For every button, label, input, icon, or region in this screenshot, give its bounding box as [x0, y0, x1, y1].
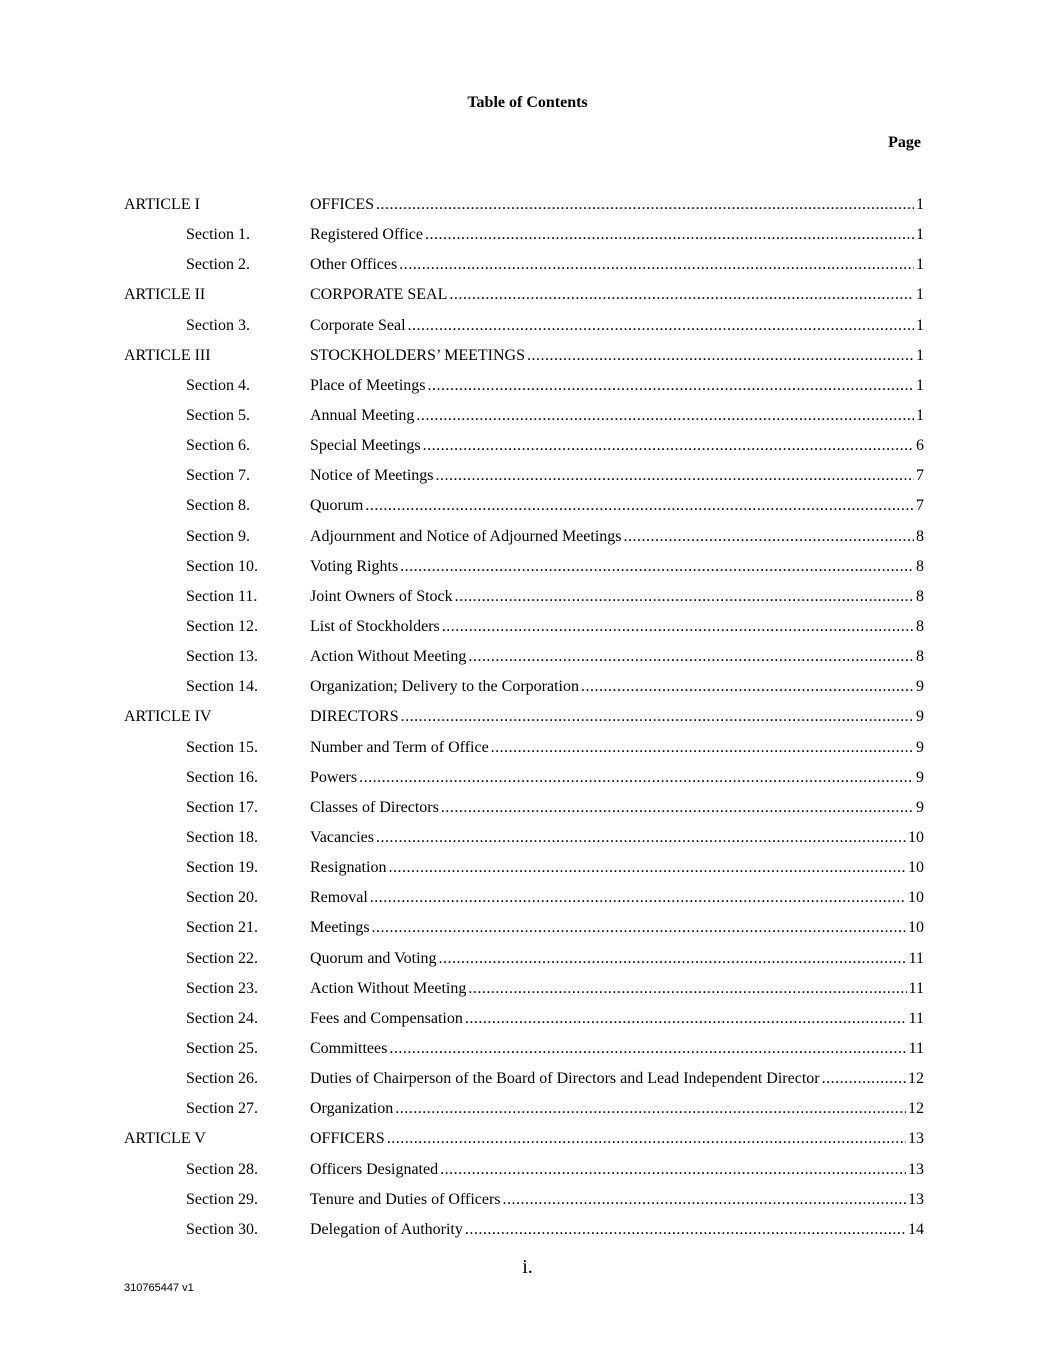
- toc-section-row: [0, 612, 1055, 642]
- toc-entry-title: Quorum: [310, 497, 364, 515]
- toc-entry: [310, 944, 924, 974]
- toc-entry-page: 8: [916, 557, 924, 575]
- toc-entry-title: Voting Rights: [310, 557, 399, 575]
- toc-entry-page: 1: [916, 286, 924, 304]
- toc-section-row: [0, 1155, 1055, 1185]
- toc-entry-label: ARTICLE II: [124, 286, 206, 304]
- toc-entry: [310, 522, 924, 552]
- toc-entry-title: DIRECTORS: [310, 708, 399, 726]
- toc-section-row: [0, 1034, 1055, 1064]
- toc-entry-page: 10: [908, 919, 924, 937]
- dot-leader: [449, 280, 914, 310]
- toc-entry-label: Section 14.: [186, 678, 258, 696]
- dot-leader: [465, 1215, 906, 1245]
- toc-entry: [310, 582, 924, 612]
- toc-entry-page: 12: [908, 1070, 924, 1088]
- toc-entry-page: 9: [916, 738, 924, 756]
- toc-entry-title: Fees and Compensation: [310, 1009, 463, 1027]
- toc-entry: [310, 793, 924, 823]
- toc-entry: [310, 1215, 924, 1245]
- toc-entry-label: Section 18.: [186, 828, 258, 846]
- toc-entry-label: Section 21.: [186, 919, 258, 937]
- dot-leader: [365, 491, 914, 521]
- toc-entry-title: Other Offices: [310, 256, 398, 274]
- toc-entry-page: 9: [916, 768, 924, 786]
- toc-section-row: [0, 823, 1055, 853]
- toc-entry-label: Section 8.: [186, 497, 250, 515]
- dot-leader: [359, 763, 914, 793]
- dot-leader: [468, 974, 906, 1004]
- toc-section-row: [0, 913, 1055, 943]
- dot-leader: [388, 853, 906, 883]
- dot-leader: [370, 883, 906, 913]
- toc-section-row: [0, 1064, 1055, 1094]
- toc-entry: [310, 1124, 924, 1154]
- toc-section-row: [0, 1185, 1055, 1215]
- dot-leader: [441, 793, 914, 823]
- toc-section-row: [0, 733, 1055, 763]
- toc-entry-label: Section 5.: [186, 406, 250, 424]
- toc-entry-title: Place of Meetings: [310, 376, 426, 394]
- toc-entry-page: 1: [916, 256, 924, 274]
- toc-entry-label: Section 30.: [186, 1220, 258, 1238]
- toc-article-row: [0, 702, 1055, 732]
- dot-leader: [400, 552, 914, 582]
- toc-entry-title: Powers: [310, 768, 358, 786]
- dot-leader: [387, 1124, 906, 1154]
- toc-entry-title: Resignation: [310, 859, 387, 877]
- toc-entry-page: 1: [916, 196, 924, 213]
- toc-entry-label: Section 28.: [186, 1160, 258, 1178]
- toc-entry: [310, 341, 924, 371]
- toc-section-row: [0, 461, 1055, 491]
- toc-entry: [310, 491, 924, 521]
- toc-entry-page: 1: [916, 226, 924, 244]
- toc-entry-page: 1: [916, 316, 924, 334]
- toc-entry: [310, 913, 924, 943]
- toc-section-row: [0, 1004, 1055, 1034]
- toc-article-row: [0, 1124, 1055, 1154]
- toc-entry-page: 11: [908, 1039, 924, 1057]
- toc-entry-page: 7: [916, 497, 924, 515]
- toc-entry-page: 11: [908, 979, 924, 997]
- toc-entry-page: 9: [916, 708, 924, 726]
- toc-entry-label: ARTICLE V: [124, 1130, 206, 1148]
- toc-section-row: [0, 642, 1055, 672]
- dot-leader: [455, 582, 914, 612]
- toc-entry: [310, 311, 924, 341]
- toc-entry: [310, 642, 924, 672]
- dot-leader: [372, 913, 906, 943]
- toc-section-row: [0, 552, 1055, 582]
- toc-section-row: [0, 944, 1055, 974]
- toc-entry-label: ARTICLE III: [124, 346, 211, 364]
- toc-entry: [310, 1064, 924, 1094]
- toc-entry-title: Number and Term of Office: [310, 738, 489, 756]
- toc-entry-title: OFFICES: [310, 196, 375, 213]
- dot-leader: [401, 702, 914, 732]
- toc-entry: [310, 974, 924, 1004]
- dot-leader: [436, 461, 914, 491]
- toc-section-row: [0, 401, 1055, 431]
- toc-entry-label: Section 10.: [186, 557, 258, 575]
- toc-entry-title: Adjournment and Notice of Adjourned Meetings: [310, 527, 622, 545]
- toc-entry-title: Tenure and Duties of Officers: [310, 1190, 501, 1208]
- toc-entry-label: Section 20.: [186, 889, 258, 907]
- toc-entry: [310, 823, 924, 853]
- toc-entry-title: Corporate Seal: [310, 316, 406, 334]
- toc-entry-title: Delegation of Authority: [310, 1220, 463, 1238]
- toc-entry: [310, 1004, 924, 1034]
- toc-entry-page: 8: [916, 617, 924, 635]
- toc-entry-page: 12: [908, 1100, 924, 1118]
- toc-entry-title: Special Meetings: [310, 437, 421, 455]
- dot-leader: [439, 944, 907, 974]
- toc-section-row: [0, 1215, 1055, 1245]
- toc-entry-label: Section 22.: [186, 949, 258, 967]
- toc-entry-page: 14: [908, 1220, 924, 1238]
- toc-entry-page: 13: [908, 1190, 924, 1208]
- toc-entry-page: 6: [916, 437, 924, 455]
- toc-entry-label: ARTICLE IV: [124, 708, 212, 726]
- toc-entry-title: List of Stockholders: [310, 617, 440, 635]
- dot-leader: [491, 733, 914, 763]
- toc-entry-label: Section 26.: [186, 1070, 258, 1088]
- toc-entry-label: Section 25.: [186, 1039, 258, 1057]
- toc-entry-title: Joint Owners of Stock: [310, 587, 453, 605]
- dot-leader: [408, 311, 914, 341]
- toc-entry-title: Registered Office: [310, 226, 423, 244]
- toc-entry-page: 10: [908, 828, 924, 846]
- toc-entry: [310, 853, 924, 883]
- toc-entry-label: Section 17.: [186, 798, 258, 816]
- toc-entry: [310, 431, 924, 461]
- toc-entry-page: 7: [916, 467, 924, 485]
- toc-entry-title: Meetings: [310, 919, 370, 937]
- toc-entry-label: Section 6.: [186, 437, 250, 455]
- toc-entry-label: Section 9.: [186, 527, 250, 545]
- toc-entry-title: STOCKHOLDERS’ MEETINGS: [310, 346, 525, 364]
- toc-entry-page: 1: [916, 406, 924, 424]
- toc-entry: [310, 702, 924, 732]
- toc-entry: [310, 733, 924, 763]
- toc-entry-page: 10: [908, 889, 924, 907]
- dot-leader: [468, 642, 914, 672]
- toc-entry-page: 9: [916, 798, 924, 816]
- dot-leader: [376, 823, 906, 853]
- toc-entry-label: Section 13.: [186, 648, 258, 666]
- document-id: 310765447 v1: [124, 1282, 194, 1294]
- toc-entry-label: Section 23.: [186, 979, 258, 997]
- toc-entry-title: Quorum and Voting: [310, 949, 437, 967]
- toc-entry: [310, 672, 924, 702]
- toc-entry-label: ARTICLE I: [124, 196, 200, 213]
- toc-section-row: [0, 853, 1055, 883]
- toc-section-row: [0, 1094, 1055, 1124]
- toc-section-row: [0, 582, 1055, 612]
- toc-section-row: [0, 974, 1055, 1004]
- toc-entry-title: Classes of Directors: [310, 798, 439, 816]
- toc-entry: [310, 883, 924, 913]
- toc-entry-title: Notice of Meetings: [310, 467, 434, 485]
- toc-section-row: [0, 250, 1055, 280]
- footer-page-number: i.: [522, 1256, 533, 1278]
- toc-entry-page: 1: [916, 346, 924, 364]
- page-title: Table of Contents: [467, 94, 588, 111]
- toc-entry-label: Section 2.: [186, 256, 250, 274]
- dot-leader: [465, 1004, 907, 1034]
- dot-leader: [389, 1034, 906, 1064]
- toc-entry: [310, 612, 924, 642]
- toc-entry-page: 8: [916, 587, 924, 605]
- toc-section-row: [0, 311, 1055, 341]
- toc-entry-title: Vacancies: [310, 828, 374, 846]
- toc-entry-title: Annual Meeting: [310, 406, 415, 424]
- toc-entry: [310, 371, 924, 401]
- toc-entry-label: Section 3.: [186, 316, 250, 334]
- toc-section-row: [0, 522, 1055, 552]
- dot-leader: [428, 371, 914, 401]
- toc-section-row: [0, 220, 1055, 250]
- dot-leader: [527, 341, 914, 371]
- toc-entry-label: Section 4.: [186, 376, 250, 394]
- toc-entry-title: OFFICERS: [310, 1130, 385, 1148]
- toc-entry: [310, 1185, 924, 1215]
- toc-entry: [310, 1155, 924, 1185]
- toc-entry-page: 11: [908, 1009, 924, 1027]
- toc-entry-title: Organization: [310, 1100, 394, 1118]
- toc-entry-label: Section 1.: [186, 226, 250, 244]
- dot-leader: [440, 1155, 906, 1185]
- dot-leader: [423, 431, 914, 461]
- toc-entry-title: Organization; Delivery to the Corporation: [310, 678, 579, 696]
- toc-entry-title: Committees: [310, 1039, 388, 1057]
- toc-entry-title: CORPORATE SEAL: [310, 286, 448, 304]
- toc-section-row: [0, 371, 1055, 401]
- toc-entry: [310, 250, 924, 280]
- toc-entry: [310, 401, 924, 431]
- toc-article-row: [0, 190, 1055, 220]
- toc-entry-title: Action Without Meeting: [310, 648, 467, 666]
- toc-article-row: [0, 280, 1055, 310]
- table-of-contents: [0, 190, 1055, 1245]
- toc-section-row: [0, 793, 1055, 823]
- toc-article-row: [0, 341, 1055, 371]
- dot-leader: [416, 401, 914, 431]
- toc-section-row: [0, 491, 1055, 521]
- toc-entry-title: Duties of Chairperson of the Board of Directors and Lead Independent Director: [310, 1070, 820, 1088]
- toc-entry: [310, 461, 924, 491]
- toc-entry: [310, 1094, 924, 1124]
- toc-entry-label: Section 19.: [186, 859, 258, 877]
- toc-entry-label: Section 15.: [186, 738, 258, 756]
- toc-entry-label: Section 27.: [186, 1100, 258, 1118]
- toc-entry-page: 10: [908, 859, 924, 877]
- toc-entry: [310, 552, 924, 582]
- toc-section-row: [0, 672, 1055, 702]
- toc-section-row: [0, 883, 1055, 913]
- page-column-header: Page: [888, 134, 921, 151]
- toc-entry-label: Section 12.: [186, 617, 258, 635]
- toc-entry-title: Officers Designated: [310, 1160, 439, 1178]
- dot-leader: [624, 522, 915, 552]
- toc-section-row: [0, 763, 1055, 793]
- toc-section-row: [0, 431, 1055, 461]
- toc-entry-page: 13: [908, 1130, 924, 1148]
- dot-leader: [399, 250, 914, 280]
- toc-entry-label: Section 24.: [186, 1009, 258, 1027]
- dot-leader: [822, 1064, 906, 1094]
- toc-entry-page: 13: [908, 1160, 924, 1178]
- toc-entry-page: 9: [916, 678, 924, 696]
- toc-entry-label: Section 16.: [186, 768, 258, 786]
- toc-entry-page: 11: [908, 949, 924, 967]
- toc-entry-page: 1: [916, 376, 924, 394]
- toc-entry-page: 8: [916, 527, 924, 545]
- toc-entry-title: Action Without Meeting: [310, 979, 467, 997]
- dot-leader: [395, 1094, 906, 1124]
- dot-leader: [503, 1185, 906, 1215]
- toc-entry: [310, 763, 924, 793]
- toc-entry-title: Removal: [310, 889, 368, 907]
- dot-leader: [581, 672, 914, 702]
- dot-leader: [376, 190, 914, 220]
- toc-entry-label: Section 29.: [186, 1190, 258, 1208]
- toc-entry-page: 8: [916, 648, 924, 666]
- toc-entry-label: Section 7.: [186, 467, 250, 485]
- dot-leader: [425, 220, 914, 250]
- toc-entry: [310, 220, 924, 250]
- toc-entry: [310, 1034, 924, 1064]
- toc-entry-label: Section 11.: [186, 587, 258, 605]
- toc-entry: [310, 190, 924, 220]
- dot-leader: [442, 612, 914, 642]
- toc-entry: [310, 280, 924, 310]
